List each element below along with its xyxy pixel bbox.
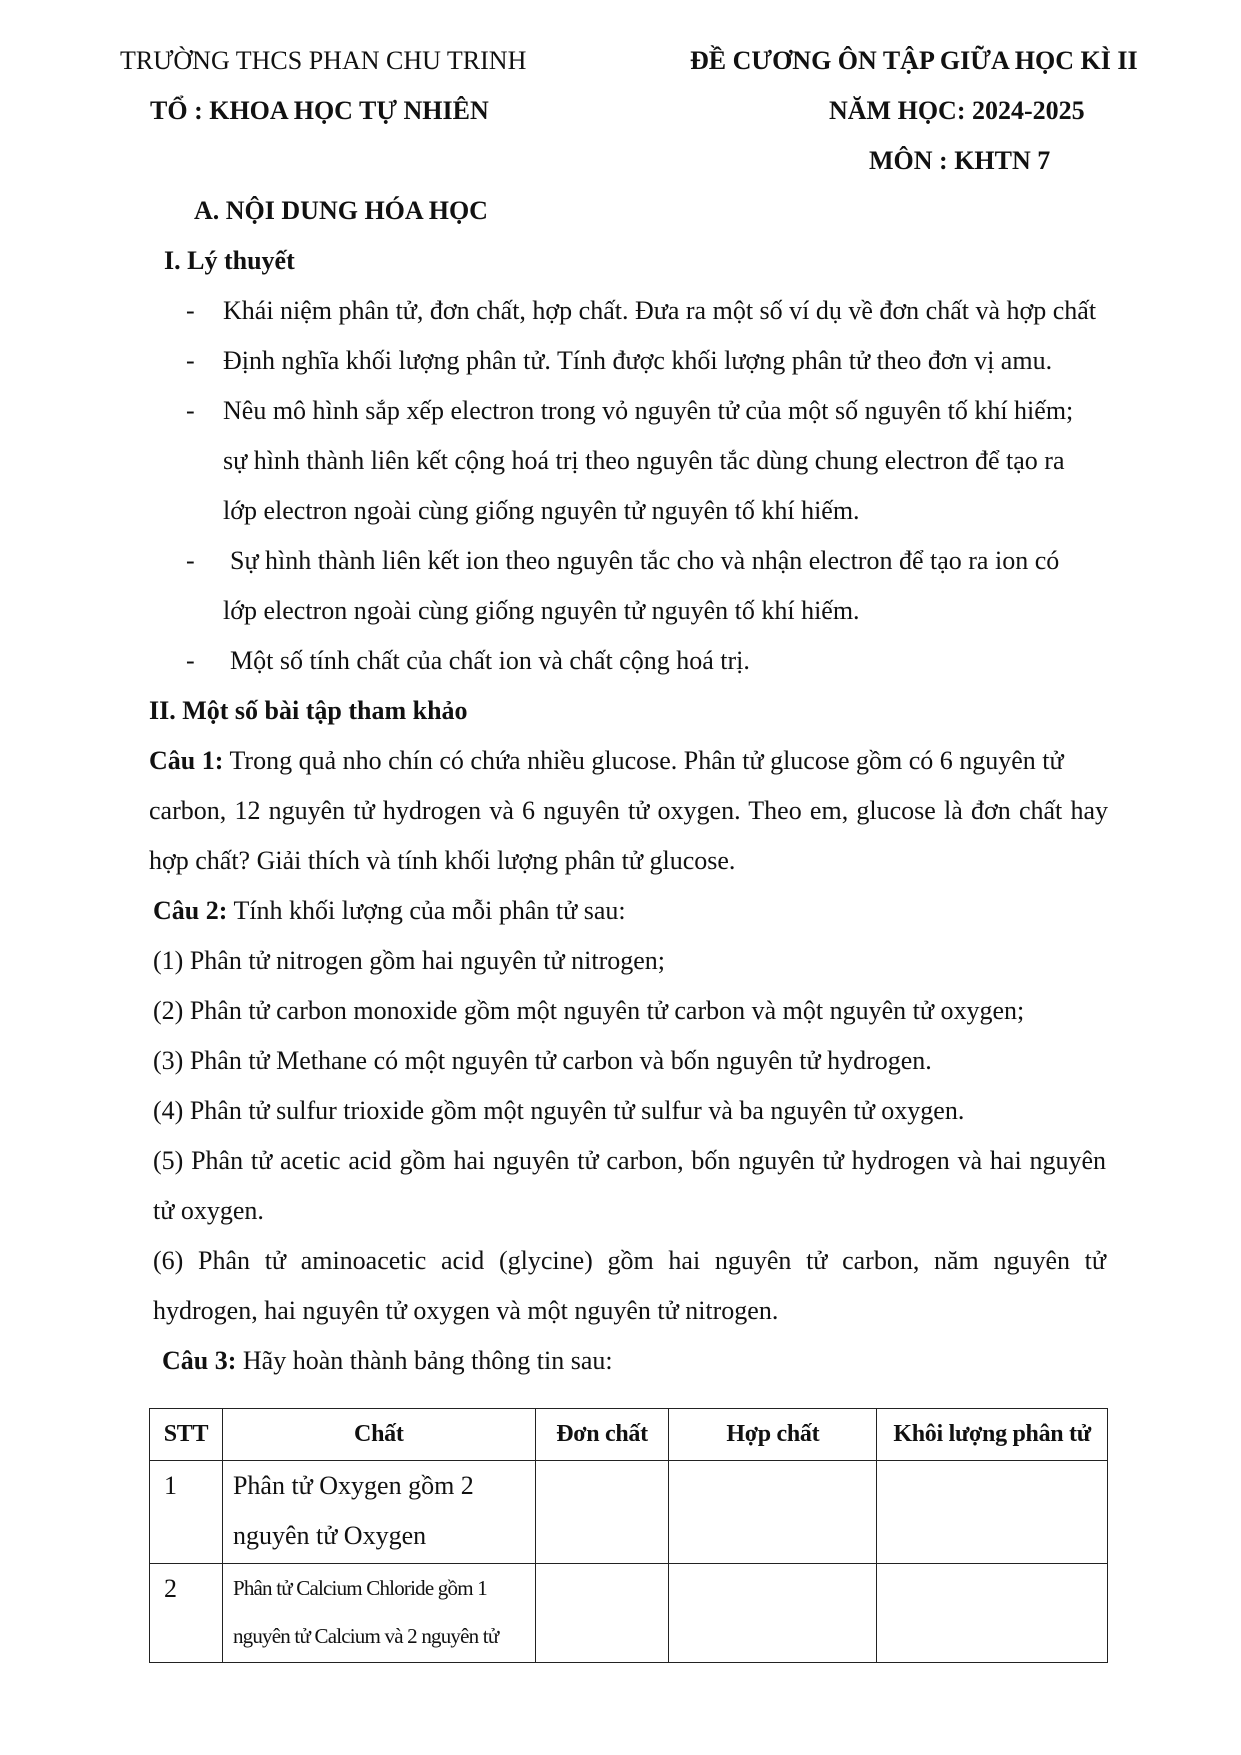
bullet-dash: -: [186, 546, 195, 575]
question-1-line-1: [149, 744, 1064, 778]
cell-stt: 1: [150, 1461, 223, 1564]
cell-khoi-luong[interactable]: [877, 1564, 1108, 1663]
header-stt: STT: [150, 1409, 223, 1461]
question-2-item: (3) Phân tử Methane có một nguyên tử carbon và bốn nguyên tử hydrogen.: [153, 1046, 932, 1075]
bullet-text-line: Một số tính chất của chất ion và chất cộng hoá trị.: [230, 646, 750, 675]
question-text: Tính khối lượng của mỗi phân tử sau:: [233, 896, 626, 925]
header-khoi-luong: Khôi lượng phân tử: [877, 1409, 1108, 1461]
cell-chat-line: nguyên tử Oxygen: [232, 1521, 427, 1550]
bullet-text-line: lớp electron ngoài cùng giống nguyên tử nguyên tố khí hiếm.: [223, 496, 860, 525]
school-year: NĂM HỌC: 2024-2025: [829, 96, 1085, 125]
table-row: [150, 1461, 1108, 1564]
subject-label: MÔN : KHTN 7: [869, 146, 1051, 175]
bullet-dash: -: [186, 346, 195, 375]
question-1-line-2: carbon, 12 nguyên tử hydrogen và 6 nguyên tử oxygen. Theo em, glucose là đơn chất hay: [149, 796, 1108, 825]
question-2-item: (5) Phân tử acetic acid gồm hai nguyên tử carbon, bốn nguyên tử hydrogen và hai nguyên: [153, 1146, 1106, 1175]
header-chat: Chất: [222, 1409, 535, 1461]
bullet-dash: -: [186, 396, 195, 425]
department-name: TỔ : KHOA HỌC TỰ NHIÊN: [150, 96, 489, 125]
cell-chat: [222, 1564, 535, 1663]
document-title: ĐỀ CƯƠNG ÔN TẬP GIỮA HỌC KÌ II: [690, 46, 1138, 75]
bullet-text-line: Định nghĩa khối lượng phân tử. Tính được khối lượng phân tử theo đơn vị amu.: [223, 346, 1053, 375]
question-2-item: (4) Phân tử sulfur trioxide gồm một nguyên tử sulfur và ba nguyên tử oxygen.: [153, 1096, 965, 1125]
school-name: TRƯỜNG THCS PHAN CHU TRINH: [120, 46, 527, 75]
question-2-item-continuation: tử oxygen.: [153, 1196, 264, 1225]
section-a-title: A. NỘI DUNG HÓA HỌC: [194, 196, 488, 225]
cell-chat-line: Phân tử Oxygen gồm 2: [232, 1471, 474, 1500]
bullet-text-line: sự hình thành liên kết cộng hoá trị theo nguyên tắc dùng chung electron để tạo ra: [223, 446, 1065, 475]
cell-don-chat[interactable]: [535, 1564, 669, 1663]
bullet-dash: -: [186, 296, 195, 325]
cell-hop-chat[interactable]: [669, 1564, 877, 1663]
question-1-line-3: hợp chất? Giải thích và tính khối lượng phân tử glucose.: [149, 846, 736, 875]
table-row: [150, 1564, 1108, 1663]
cell-khoi-luong[interactable]: [877, 1461, 1108, 1564]
bullet-dash: -: [186, 646, 195, 675]
exercises-title: II. Một số bài tập tham khảo: [149, 696, 468, 725]
cell-chat-line: Phân tử Calcium Chloride gồm 1: [232, 1576, 487, 1600]
question-2-item-continuation: hydrogen, hai nguyên tử oxygen và một nguyên tử nitrogen.: [153, 1296, 779, 1325]
cell-stt: 2: [150, 1564, 223, 1663]
table-header-row: [150, 1409, 1108, 1461]
question-2-item: (2) Phân tử carbon monoxide gồm một nguyên tử carbon và một nguyên tử oxygen;: [153, 996, 1025, 1025]
bullet-text-line: Khái niệm phân tử, đơn chất, hợp chất. Đưa ra một số ví dụ về đơn chất và hợp chất: [223, 296, 1097, 325]
question-2-item: (1) Phân tử nitrogen gồm hai nguyên tử nitrogen;: [153, 946, 665, 975]
theory-title: I. Lý thuyết: [164, 246, 295, 275]
question-text: Trong quả nho chín có chứa nhiều glucose. Phân tử glucose gồm có 6 nguyên tử: [229, 746, 1064, 775]
question-2-intro: [153, 894, 626, 928]
cell-hop-chat[interactable]: [669, 1461, 877, 1564]
header-don-chat: Đơn chất: [535, 1409, 669, 1461]
question-3-intro: [162, 1344, 613, 1378]
question-text: Hãy hoàn thành bảng thông tin sau:: [242, 1346, 613, 1375]
cell-chat-line: nguyên tử Calcium và 2 nguyên tử: [232, 1624, 499, 1648]
info-table: [149, 1408, 1108, 1663]
cell-don-chat[interactable]: [535, 1461, 669, 1564]
header-hop-chat: Hợp chất: [669, 1409, 877, 1461]
question-label: Câu 2:: [153, 896, 228, 925]
bullet-text-line: Nêu mô hình sắp xếp electron trong vỏ nguyên tử của một số nguyên tố khí hiếm;: [223, 396, 1074, 425]
bullet-text-line: Sự hình thành liên kết ion theo nguyên tắc cho và nhận electron để tạo ra ion có: [230, 546, 1060, 575]
bullet-text-line: lớp electron ngoài cùng giống nguyên tử nguyên tố khí hiếm.: [223, 596, 860, 625]
question-2-item: (6) Phân tử aminoacetic acid (glycine) gồm hai nguyên tử carbon, năm nguyên tử: [153, 1246, 1106, 1275]
cell-chat: [222, 1461, 535, 1564]
question-label: Câu 1:: [149, 746, 224, 775]
question-label: Câu 3:: [162, 1346, 237, 1375]
